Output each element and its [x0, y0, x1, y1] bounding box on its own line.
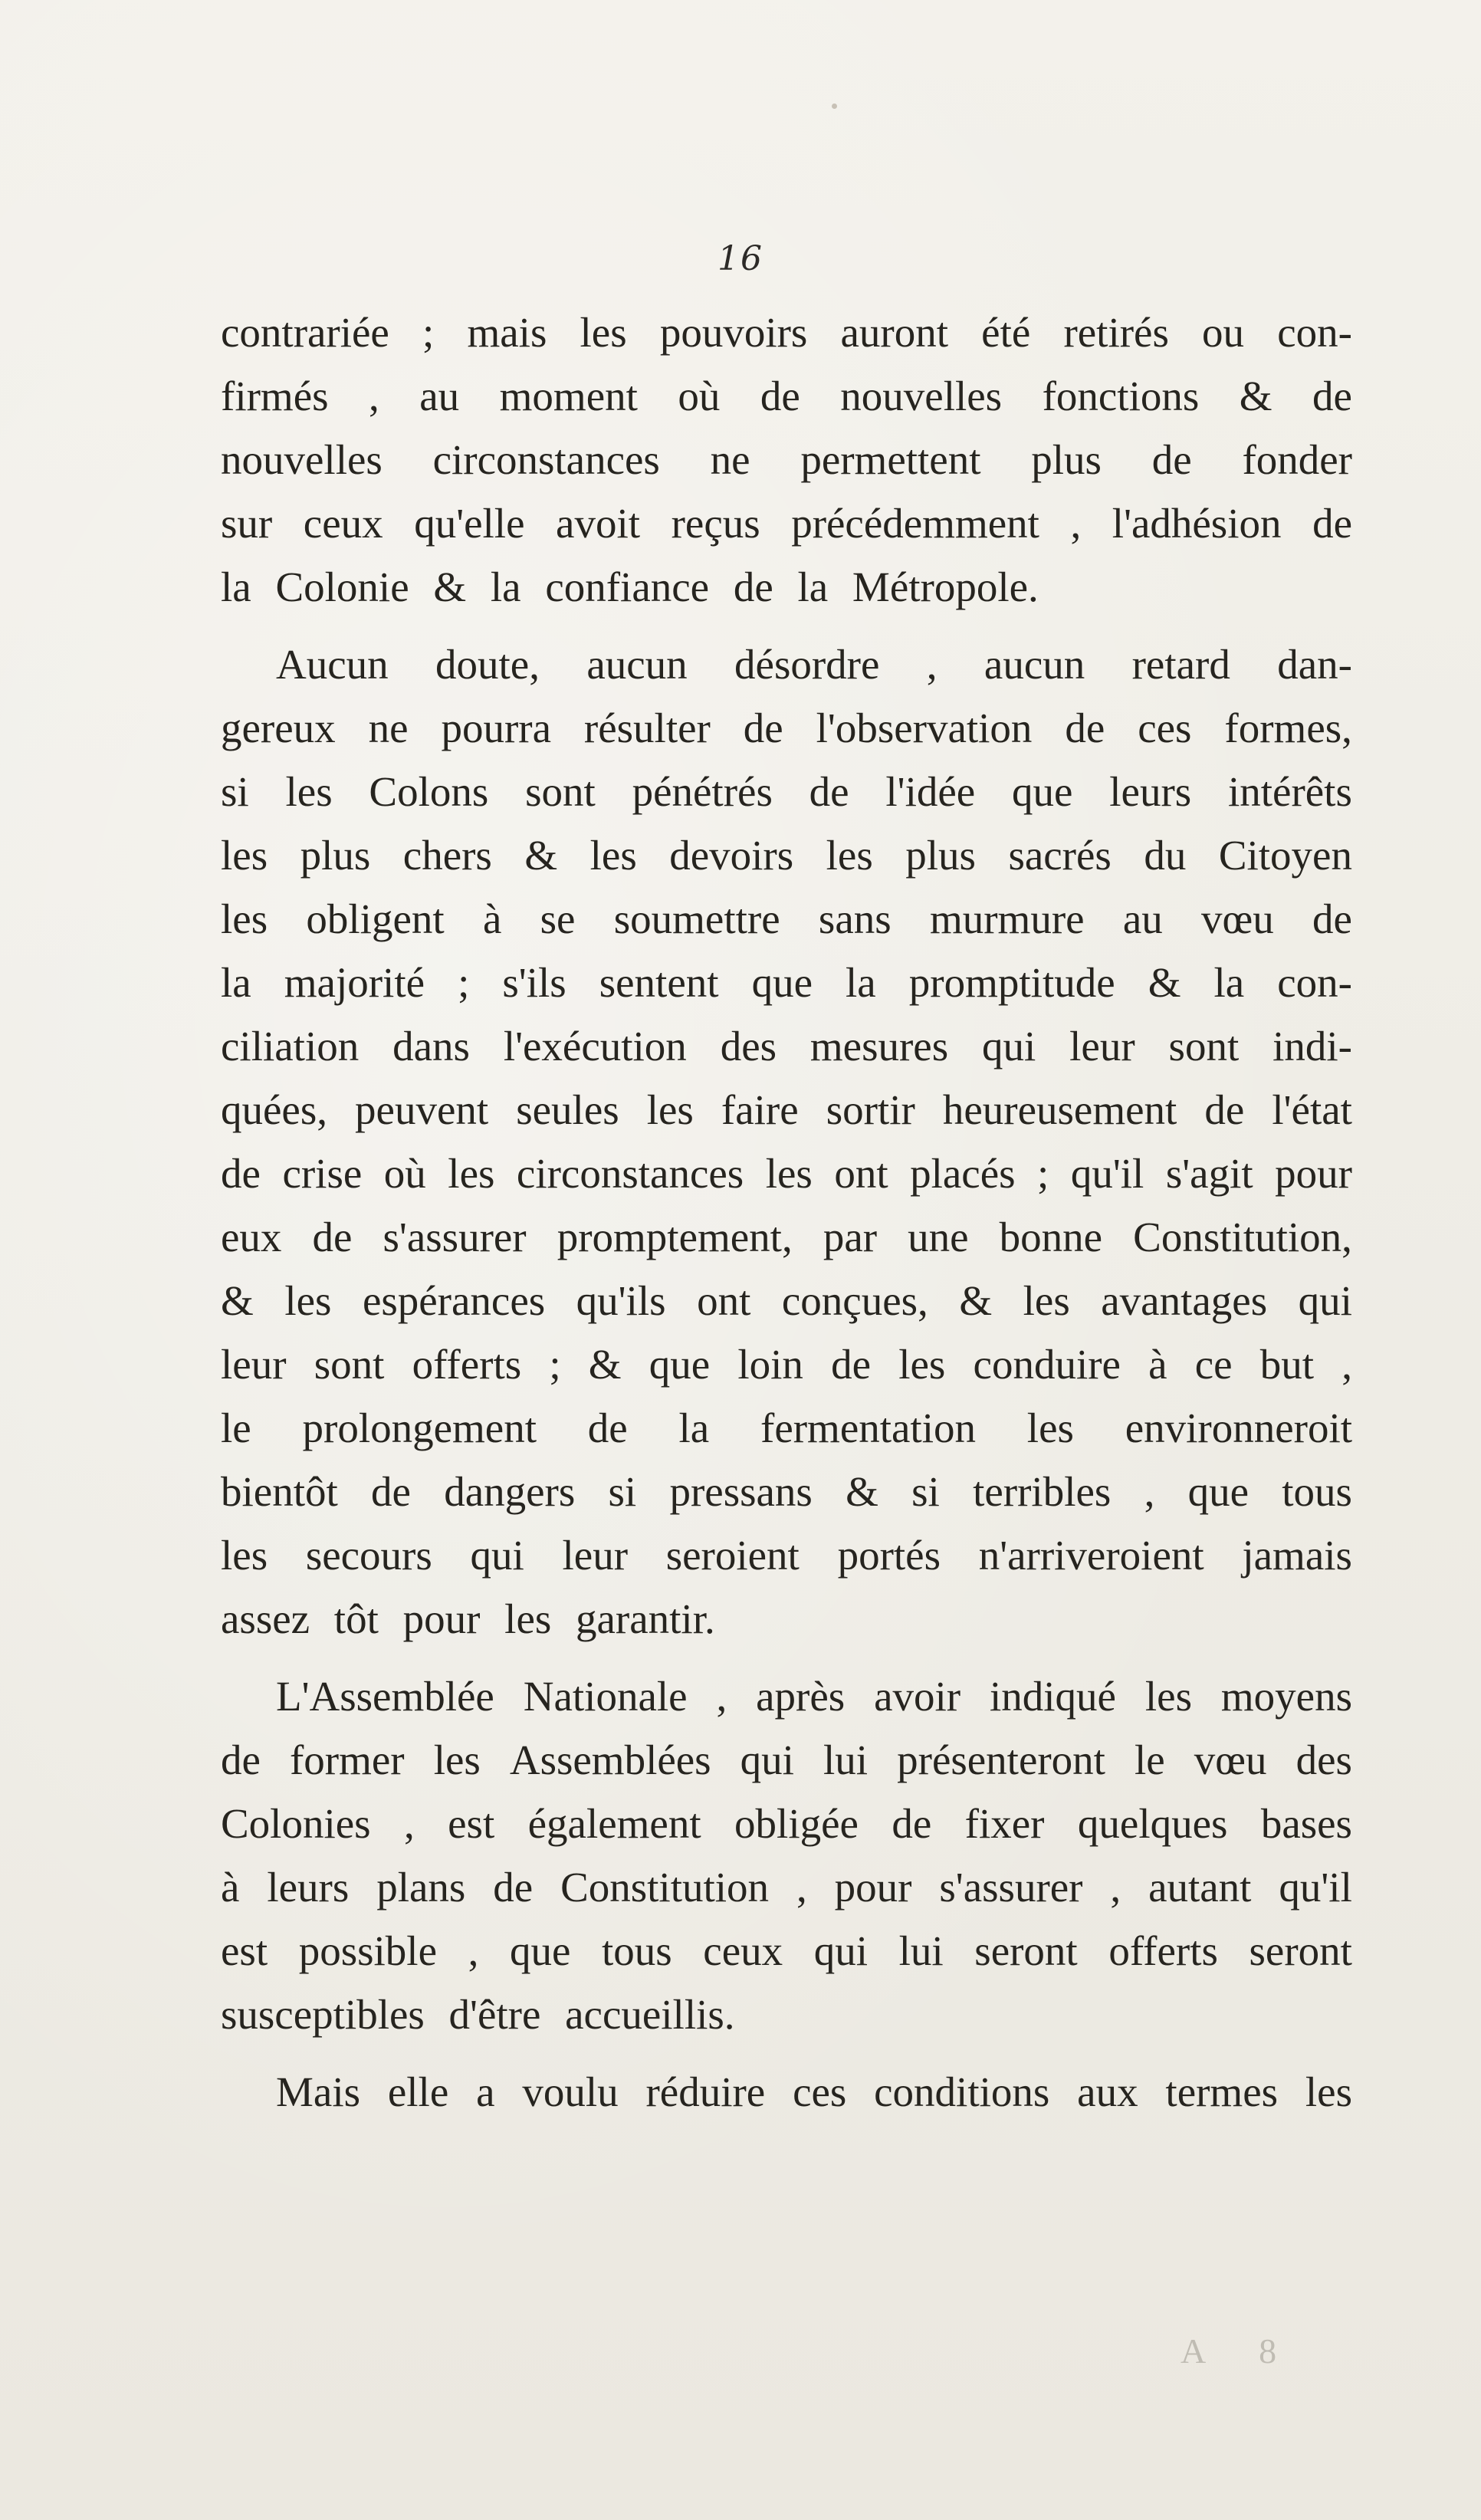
word: qui [982, 1023, 1036, 1069]
word: ceux [303, 500, 383, 547]
word: ont [697, 1277, 751, 1324]
word: de [809, 768, 849, 815]
word: de [1065, 705, 1105, 751]
word: les [646, 1086, 694, 1133]
word: firmés [221, 373, 329, 419]
word: s'agit [1165, 1150, 1253, 1197]
word: offerts [1108, 1927, 1218, 1974]
word: Aucun [276, 641, 389, 688]
word: de [1312, 895, 1352, 942]
word: de [760, 373, 800, 419]
word: l'état [1272, 1086, 1352, 1133]
word: avantages [1101, 1277, 1268, 1324]
paragraph-gap [221, 619, 1352, 632]
word: autant [1148, 1864, 1252, 1911]
word: chers [402, 832, 492, 879]
word: , [796, 1864, 807, 1911]
word: qui [1298, 1277, 1352, 1324]
word: est [221, 1927, 268, 1974]
word: de [587, 1405, 628, 1451]
word: , [1144, 1468, 1155, 1515]
word: former [289, 1736, 405, 1783]
foxing-spot [832, 103, 837, 109]
word: que [1187, 1468, 1249, 1515]
word: faire [721, 1086, 799, 1133]
word: doute, [435, 641, 540, 688]
text-line [221, 491, 1352, 555]
word: soumettre [613, 895, 780, 942]
word: lui [898, 1927, 944, 1974]
word: de [831, 1341, 872, 1388]
word: vœu [1201, 895, 1274, 942]
word: de [743, 705, 783, 751]
word: dan- [1277, 641, 1352, 688]
word: qu'ils [576, 1277, 666, 1324]
word: s'assurer [939, 1864, 1083, 1911]
word: qui [740, 1736, 794, 1783]
word: sont [1168, 1023, 1240, 1069]
word: aux [1077, 2068, 1138, 2115]
word: pour [834, 1864, 912, 1911]
word: le [221, 1405, 251, 1451]
word: & [1239, 373, 1272, 419]
word: promptement, [557, 1214, 793, 1260]
word: ciliation [221, 1023, 360, 1069]
word: nouvelles [221, 436, 383, 483]
text-line [221, 301, 1352, 364]
text-line: susceptibles d'être accueillis. [221, 1991, 735, 2038]
word: à [1148, 1341, 1167, 1388]
word: présenteront [897, 1736, 1105, 1783]
text-line [221, 1855, 1352, 1919]
word: également [527, 1800, 701, 1847]
word: ce [1194, 1341, 1233, 1388]
word: , [403, 1800, 415, 1847]
word: où [678, 373, 721, 419]
word: con- [1277, 959, 1352, 1006]
word: seroient [665, 1532, 800, 1579]
word: reçus [671, 500, 760, 547]
word: si [608, 1468, 637, 1515]
word: intérêts [1227, 768, 1352, 815]
word: les [1144, 1673, 1192, 1720]
word: avoit [556, 500, 641, 547]
word: les [448, 1150, 495, 1197]
word: les [1023, 1277, 1070, 1324]
word: pouvoirs [659, 309, 808, 356]
word: conditions [874, 2068, 1050, 2115]
word: la [678, 1405, 710, 1451]
word: les [765, 1150, 813, 1197]
word: résulter [583, 705, 711, 751]
word: circonstances [432, 436, 660, 483]
word: termes [1165, 2068, 1279, 2115]
word: voulu [522, 2068, 619, 2115]
word: circonstances [516, 1150, 744, 1197]
word: sacrés [1008, 832, 1112, 879]
word: bientôt [221, 1468, 338, 1515]
word: offerts [412, 1341, 522, 1388]
word: ont [834, 1150, 888, 1197]
word: que [509, 1927, 571, 1974]
text-line [221, 1078, 1352, 1142]
word: seront [1249, 1927, 1352, 1974]
word: fermentation [760, 1405, 976, 1451]
word: de [221, 1736, 261, 1783]
word: gereux [221, 705, 336, 751]
word: qui [470, 1532, 524, 1579]
word: tous [602, 1927, 672, 1974]
word: crise [282, 1150, 363, 1197]
word: leur [562, 1532, 629, 1579]
word: pénétrés [632, 768, 773, 815]
word: si [221, 768, 249, 815]
word: , [716, 1673, 727, 1720]
word: où [383, 1150, 426, 1197]
word: sont [314, 1341, 385, 1388]
text-line [221, 1728, 1352, 1792]
word: que [1012, 768, 1073, 815]
word: plus [905, 832, 976, 879]
word: contrariée [221, 309, 389, 356]
word: ces [793, 2068, 847, 2115]
word: aucun [586, 641, 688, 688]
word: les [589, 832, 637, 879]
word: quées, [221, 1086, 327, 1133]
word: une [908, 1214, 969, 1260]
word: elle [387, 2068, 449, 2115]
word: leurs [1109, 768, 1192, 815]
word: pressans [669, 1468, 813, 1515]
word: Colonies [221, 1800, 371, 1847]
paragraph [221, 632, 1352, 1651]
word: jamais [1242, 1532, 1352, 1579]
word: & [524, 832, 558, 879]
word: a [476, 2068, 495, 2115]
word: tous [1282, 1468, 1352, 1515]
word: la [1213, 959, 1245, 1006]
word: au [419, 373, 460, 419]
word: ou [1202, 309, 1245, 356]
word: que [751, 959, 813, 1006]
word: L'Assemblée [276, 1673, 494, 1720]
word: de [312, 1214, 353, 1260]
word: de [493, 1864, 534, 1911]
word: qui [813, 1927, 869, 1974]
word: la [221, 959, 251, 1006]
word: plus [300, 832, 371, 879]
word: la [846, 959, 876, 1006]
word: ; [1037, 1150, 1049, 1197]
word: de [1312, 373, 1352, 419]
word: précédemment [791, 500, 1039, 547]
word: , [926, 641, 938, 688]
page-number: 16 [718, 239, 763, 278]
word: plans [376, 1864, 466, 1911]
word: seules [516, 1086, 619, 1133]
text-line [221, 1332, 1352, 1396]
word: permettent [800, 436, 981, 483]
word: s'assurer [383, 1214, 527, 1260]
text-line [221, 823, 1352, 887]
word: ceux [703, 1927, 783, 1974]
word: obligent [306, 895, 445, 942]
word: les [221, 1532, 268, 1579]
word: conçues, [781, 1277, 928, 1324]
word: sortir [826, 1086, 915, 1133]
word: dans [392, 1023, 470, 1069]
word: sont [525, 768, 596, 815]
word: lui [823, 1736, 869, 1783]
word: & [846, 1468, 878, 1515]
text-line: la Colonie & la confiance de la Métropole. [221, 563, 1039, 610]
word: quelques [1077, 1800, 1228, 1847]
word: qu'il [1279, 1864, 1352, 1911]
word: ; [422, 309, 435, 356]
paragraph-gap [221, 2046, 1352, 2060]
word: Citoyen [1218, 832, 1352, 879]
word: & [1148, 959, 1181, 1006]
word: par [823, 1214, 878, 1260]
word: dangers [444, 1468, 576, 1515]
word: les [221, 832, 268, 879]
word: loin [737, 1341, 803, 1388]
text-line [221, 1014, 1352, 1078]
word: , [1070, 500, 1082, 547]
word: après [756, 1673, 846, 1720]
word: environneroit [1125, 1405, 1352, 1451]
word: les [1305, 2068, 1352, 2115]
word: les [433, 1736, 481, 1783]
word: portés [837, 1532, 941, 1579]
word: auront [840, 309, 948, 356]
text-line [221, 1460, 1352, 1523]
word: con- [1277, 309, 1352, 356]
word: l'adhésion [1112, 500, 1282, 547]
word: formes, [1224, 705, 1352, 751]
word: leurs [267, 1864, 350, 1911]
word: Nationale [523, 1673, 688, 1720]
paragraph [221, 2060, 1352, 2124]
word: Colons [369, 768, 489, 815]
word: les [898, 1341, 946, 1388]
word: se [540, 895, 576, 942]
text-line [221, 760, 1352, 823]
word: avoir [874, 1673, 961, 1720]
text-line [221, 696, 1352, 760]
word: prolongement [302, 1405, 537, 1451]
word: ; [549, 1341, 561, 1388]
paragraph-gap [221, 1651, 1352, 1664]
word: sans [818, 895, 892, 942]
word: moyens [1220, 1673, 1352, 1720]
word: les [826, 832, 873, 879]
word: pour [1275, 1150, 1352, 1197]
word: fixer [964, 1800, 1045, 1847]
word: eux [221, 1214, 282, 1260]
word: , [1110, 1864, 1121, 1911]
word: murmure [929, 895, 1085, 942]
word: les [1026, 1405, 1074, 1451]
text-line [221, 428, 1352, 491]
word: bonne [999, 1214, 1103, 1260]
word: au [1122, 895, 1163, 942]
word: pourra [441, 705, 551, 751]
word: seront [974, 1927, 1078, 1974]
word: ; [458, 959, 470, 1006]
word: peuvent [355, 1086, 489, 1133]
word: , [369, 373, 379, 419]
word: le [1135, 1736, 1165, 1783]
text-line [221, 1664, 1352, 1728]
word: devoirs [669, 832, 794, 879]
word: à [221, 1864, 240, 1911]
word: été [981, 309, 1031, 356]
word: aucun [984, 641, 1085, 688]
word: désordre [734, 641, 880, 688]
word: retard [1131, 641, 1230, 688]
text-line [221, 2060, 1352, 2124]
word: l'exécution [503, 1023, 687, 1069]
word: les [580, 309, 627, 356]
body-text [221, 301, 1352, 2124]
word: mesures [809, 1023, 949, 1069]
word: promptitude [908, 959, 1115, 1006]
text-line [221, 1792, 1352, 1855]
word: de [1204, 1086, 1245, 1133]
word: du [1144, 832, 1187, 879]
word: de [1151, 436, 1192, 483]
word: sur [221, 500, 273, 547]
word: majorité [284, 959, 425, 1006]
text-line [221, 1919, 1352, 1983]
word: , [1341, 1341, 1352, 1388]
word: des [1295, 1736, 1352, 1783]
word: moment [499, 373, 638, 419]
word: est [448, 1800, 495, 1847]
word: Constitution, [1133, 1214, 1352, 1260]
word: n'arriveroient [978, 1532, 1204, 1579]
text-line [221, 887, 1352, 951]
text-line [221, 1142, 1352, 1205]
word: mais [467, 309, 547, 356]
word: sentent [599, 959, 719, 1006]
text-line [221, 364, 1352, 428]
text-line [221, 1396, 1352, 1460]
text-line [221, 1205, 1352, 1269]
word: si [911, 1468, 940, 1515]
word: ne [368, 705, 409, 751]
text-line [221, 1269, 1352, 1332]
word: que [649, 1341, 711, 1388]
word: les [284, 1277, 332, 1324]
word: qu'elle [414, 500, 525, 547]
word: réduire [645, 2068, 766, 2115]
word: indiqué [989, 1673, 1116, 1720]
word: l'idée [885, 768, 976, 815]
word: plus [1031, 436, 1102, 483]
word: fonder [1242, 436, 1352, 483]
text-line [221, 951, 1352, 1014]
text-line: assez tôt pour les garantir. [221, 1595, 715, 1642]
word: & [221, 1277, 254, 1324]
paragraph [221, 1664, 1352, 2046]
word: , [468, 1927, 479, 1974]
word: vœu [1194, 1736, 1267, 1783]
word: & [959, 1277, 993, 1324]
word: bases [1260, 1800, 1352, 1847]
word: placés [910, 1150, 1016, 1197]
word: retirés [1063, 309, 1169, 356]
word: de [1312, 500, 1352, 547]
word: ces [1138, 705, 1192, 751]
word: possible [298, 1927, 437, 1974]
text-line [221, 632, 1352, 696]
word: obligée [734, 1800, 859, 1847]
paragraph [221, 301, 1352, 619]
word: conduire [973, 1341, 1121, 1388]
word: leur [221, 1341, 287, 1388]
word: terribles [973, 1468, 1112, 1515]
word: des [720, 1023, 777, 1069]
word: les [285, 768, 333, 815]
word: heureusement [942, 1086, 1177, 1133]
word: qu'il [1070, 1150, 1144, 1197]
word: à [482, 895, 502, 942]
word: & [588, 1341, 622, 1388]
word: l'observation [816, 705, 1033, 751]
word: de [371, 1468, 411, 1515]
word: fonctions [1042, 373, 1200, 419]
word: nouvelles [840, 373, 1003, 419]
word: but [1259, 1341, 1315, 1388]
word: Constitution [560, 1864, 770, 1911]
printer-signature-mark: A 8 [1181, 2331, 1300, 2371]
word: indi- [1272, 1023, 1352, 1069]
word: les [221, 895, 268, 942]
word: de [221, 1150, 261, 1197]
word: secours [305, 1532, 432, 1579]
text-line [221, 1523, 1352, 1587]
word: s'ils [502, 959, 566, 1006]
word: Assemblées [509, 1736, 711, 1783]
word: Mais [276, 2068, 360, 2115]
word: leur [1069, 1023, 1135, 1069]
word: de [892, 1800, 932, 1847]
word: espérances [362, 1277, 546, 1324]
word: ne [710, 436, 750, 483]
